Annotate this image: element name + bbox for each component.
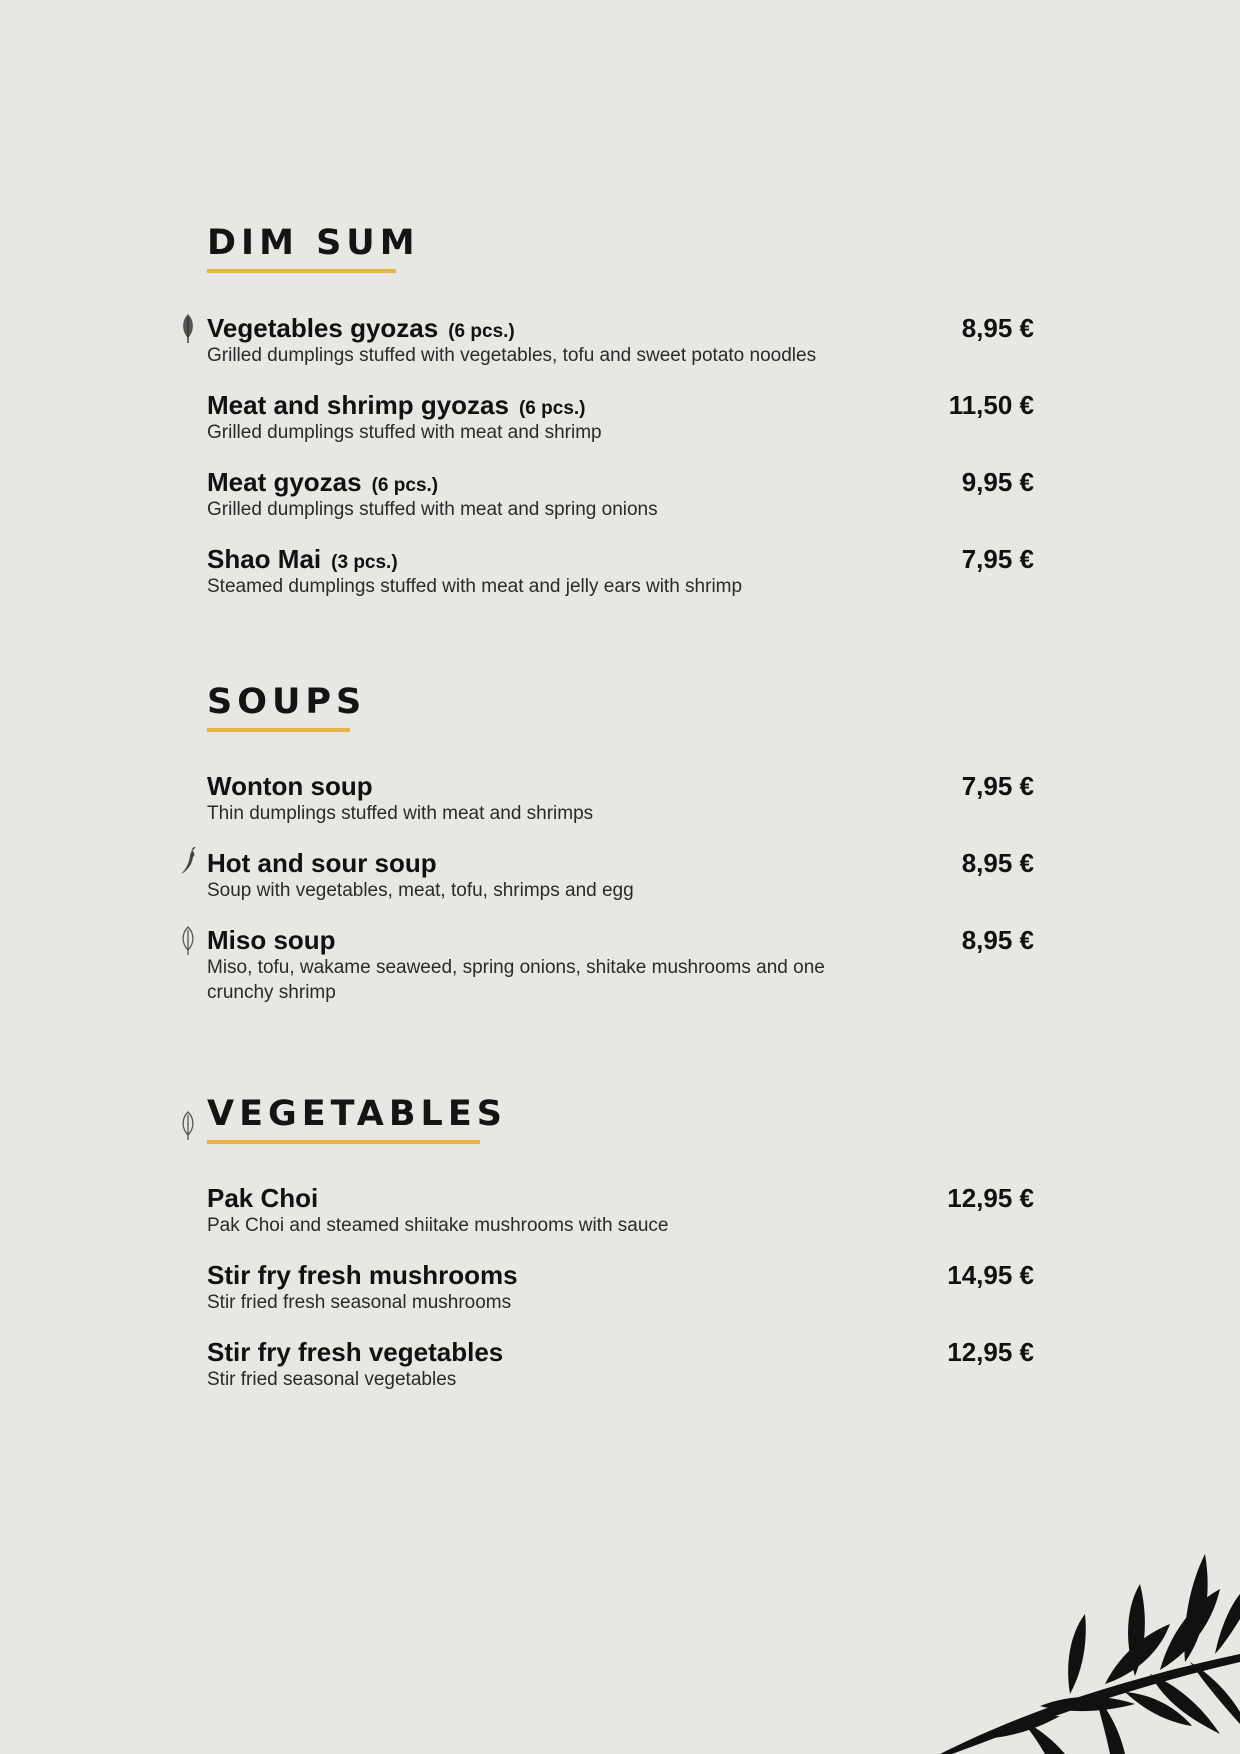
- leaf-icon: [178, 312, 198, 344]
- title-underline: [207, 1140, 480, 1144]
- menu-item: [0, 1259, 1240, 1329]
- item-description: Grilled dumplings stuffed with vegetables, tofu and sweet potato noodles: [207, 345, 817, 366]
- leaf-outline-icon: [178, 1109, 198, 1141]
- item-price: 7,95 €: [961, 544, 1034, 574]
- item-name: Stir fry fresh mushrooms: [207, 1260, 518, 1290]
- item-description: Steamed dumplings stuffed with meat and jelly ears with shrimp: [207, 576, 743, 597]
- item-price: 8,95 €: [961, 848, 1034, 878]
- item-description: Grilled dumplings stuffed with meat and shrimp: [207, 422, 602, 443]
- item-price: 8,95 €: [961, 313, 1034, 343]
- item-description: Stir fried fresh seasonal mushrooms: [207, 1292, 512, 1313]
- bamboo-leaves-icon: [920, 1544, 1240, 1754]
- leaf-outline-icon: [178, 924, 198, 956]
- title-underline: [207, 728, 350, 732]
- item-name: Miso soup: [207, 925, 336, 955]
- menu-item: [0, 1182, 1240, 1252]
- item-description: Soup with vegetables, meat, tofu, shrimps and egg: [207, 880, 634, 901]
- item-description: Thin dumplings stuffed with meat and shrimps: [207, 803, 594, 824]
- item-price: 9,95 €: [961, 467, 1034, 497]
- item-description: Grilled dumplings stuffed with meat and spring onions: [207, 499, 658, 520]
- item-quantity: (6 pcs.): [371, 475, 439, 496]
- menu-item: [0, 924, 1240, 1003]
- item-price: 12,95 €: [947, 1183, 1034, 1213]
- item-name: Meat gyozas: [207, 467, 362, 497]
- item-name: Hot and sour soup: [207, 848, 437, 878]
- item-price: 7,95 €: [961, 771, 1034, 801]
- item-name: Shao Mai: [207, 544, 322, 574]
- item-price: 8,95 €: [961, 925, 1034, 955]
- item-name: Stir fry fresh vegetables: [207, 1337, 504, 1367]
- item-name: Pak Choi: [207, 1183, 319, 1213]
- title-underline: [207, 269, 396, 273]
- item-name: Meat and shrimp gyozas: [207, 390, 509, 420]
- item-price: 11,50 €: [948, 390, 1034, 420]
- item-quantity: (6 pcs.): [448, 321, 515, 342]
- section-title-dim-sum: DIM SUM: [207, 223, 420, 263]
- item-name: Vegetables gyozas: [207, 313, 439, 343]
- menu-item: [0, 847, 1240, 917]
- item-description: Miso, tofu, wakame seaweed, spring onions, shitake mushrooms and one crunchy shrimp: [207, 957, 825, 1003]
- menu-item: [0, 1336, 1240, 1406]
- menu-item: [0, 543, 1240, 613]
- section-title-soups: SOUPS: [207, 682, 367, 722]
- item-name: Wonton soup: [207, 771, 373, 801]
- menu-item: [0, 770, 1240, 840]
- item-price: 14,95 €: [947, 1260, 1034, 1290]
- section-title-vegetables: VEGETABLES: [207, 1094, 507, 1134]
- item-price: 12,95 €: [947, 1337, 1034, 1367]
- item-description: Stir fried seasonal vegetables: [207, 1369, 457, 1390]
- chili-pepper-icon: [178, 847, 198, 879]
- item-description: Pak Choi and steamed shiitake mushrooms with sauce: [207, 1215, 669, 1236]
- menu-item: [0, 466, 1240, 536]
- menu-item: [0, 389, 1240, 459]
- menu-item: [0, 312, 1240, 382]
- item-quantity: (6 pcs.): [518, 398, 586, 419]
- item-quantity: (3 pcs.): [331, 552, 398, 573]
